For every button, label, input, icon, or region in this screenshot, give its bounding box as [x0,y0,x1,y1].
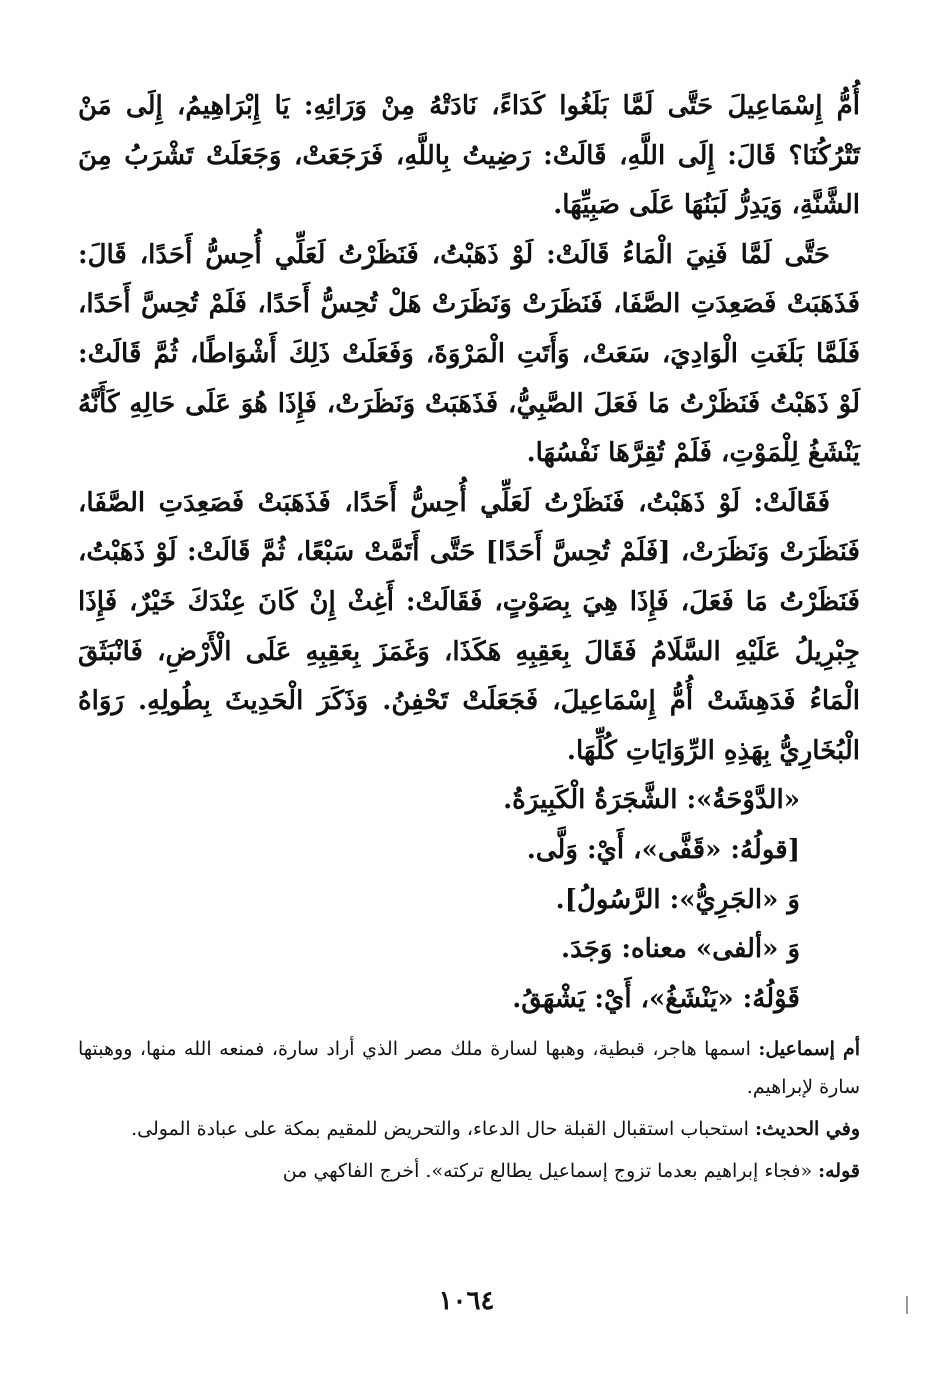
page-number: ١٠٦٤ [438,1286,495,1316]
note-term: قوله: [818,1160,860,1183]
glossary-item: [قولُهُ: «قَفَّى»، أَيْ: وَلَّى. [526,834,800,865]
note-text: استحباب استقبال القبلة حال الدعاء، والتحريض للمقيم بمكة على عبادة المولى. [131,1118,756,1141]
page-content [78,82,860,1194]
commentary-notes [78,1030,860,1190]
glossary-item: «الدَّوْحَةُ»: الشَّجَرَةُ الْكَبِيرَةُ. [503,785,800,816]
hadith-text [78,82,860,776]
glossary-item: وَ «ألفى» معناه: وَجَدَ. [561,934,800,965]
note-item [78,1030,860,1106]
word-glossary [78,776,860,1024]
margin-mark [906,1296,908,1314]
glossary-item: قَوْلُهُ: «يَنْشَغُ»، أَيْ: يَشْهَقُ. [512,983,800,1014]
note-term: أم إسماعيل: [758,1038,861,1061]
note-term: وفي الحديث: [755,1118,860,1141]
paragraph-1: أُمُّ إِسْمَاعِيلَ حَتَّى لَمَّا بَلَغُوا كَدَاءً، نَادَتْهُ مِنْ وَرَائِهِ: يَا إِبْرَاهِيمُ، إِلَى مَنْ تَتْرُكُنَا؟ قَالَ: إِلَى اللَّهِ، قَالَتْ: رَضِيتُ بِاللَّهِ، فَرَجَعَتْ، وَجَعَلَتْ تَشْرَبُ مِنَ الشَّنَّةِ، وَيَدِرُّ لَبَنُهَا عَلَى صَبِيِّهَا. [78,91,860,221]
glossary-item: وَ «الجَرِيُّ»: الرَّسُولُ]. [555,884,800,915]
paragraph-3: فَقَالَتْ: لَوْ ذَهَبْتُ، فَنَظَرْتُ لَعَلِّي أُحِسُّ أَحَدًا، فَذَهَبَتْ فَصَعِدَتِ الصَّفَا، فَنَظَرَتْ وَنَظَرَتْ، [فَلَمْ تُحِسَّ أَحَدًا] حَتَّى أَتَمَّتْ سَبْعًا، ثُمَّ قَالَتْ: لَوْ ذَهَبْتُ، فَنَظَرْتُ مَا فَعَلَ، فَإِذَا هِيَ بِصَوْتٍ، فَقَالَتْ: أَغِثْ إِنْ كَانَ عِنْدَكَ خَيْرٌ، فَإِذَا جِبْرِيلُ عَلَيْهِ السَّلَامُ فَقَالَ بِعَقِبِهِ هَكَذَا، وَغَمَزَ بِعَقِبِهِ عَلَى الْأَرْضِ، فَانْبَثَقَ الْمَاءُ فَدَهِشَتْ أُمُّ إِسْمَاعِيلَ، فَجَعَلَتْ تَحْفِنُ. وَذَكَرَ الْحَدِيثَ بِطُولِهِ. رَوَاهُ الْبُخَارِيُّ بِهَذِهِ الرِّوَايَاتِ كُلِّهَا. [78,487,860,766]
note-item [78,1110,860,1148]
paragraph-2: حَتَّى لَمَّا فَنِيَ الْمَاءُ قَالَتْ: لَوْ ذَهَبْتُ، فَنَظَرْتُ لَعَلِّي أُحِسُّ أَحَدًا، قَالَ: فَذَهَبَتْ فَصَعِدَتِ الصَّفَا، فَنَظَرَتْ وَنَظَرَتْ هَلْ تُحِسُّ أَحَدًا، فَلَمْ تُحِسَّ أَحَدًا، فَلَمَّا بَلَغَتِ الْوَادِيَ، سَعَتْ، وَأَتَتِ الْمَرْوَةَ، وَفَعَلَتْ ذَلِكَ أَشْوَاطًا، ثُمَّ قَالَتْ: لَوْ ذَهَبْتُ فَنَظَرْتُ مَا فَعَلَ الصَّبِيُّ، فَذَهَبَتْ وَنَظَرَتْ، فَإِذَا هُوَ عَلَى حَالِهِ كَأَنَّهُ يَنْشَغُ لِلْمَوْتِ، فَلَمْ تُقِرَّهَا نَفْسُهَا. [78,239,860,469]
note-item [78,1152,860,1190]
note-text: اسمها هاجر، قبطية، وهبها لسارة ملك مصر الذي أراد سارة، فمنعه الله منها، ووهبتها سارة لإبراهيم. [78,1038,860,1099]
note-text: «فجاء إبراهيم بعدما تزوج إسماعيل يطالع تركته». أخرج الفاكهي من [282,1160,819,1183]
